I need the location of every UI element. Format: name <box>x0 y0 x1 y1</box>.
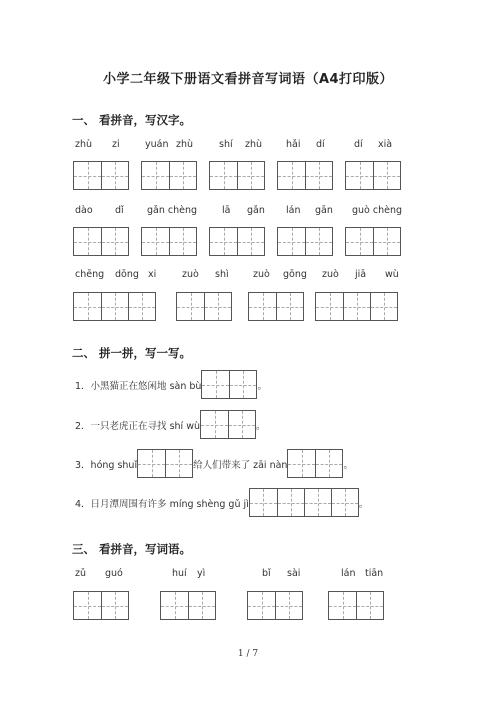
pinyin: lā <box>222 205 231 216</box>
sentence-end: 。 <box>257 380 267 392</box>
pinyin: gōng <box>283 269 307 280</box>
sentence-end: 。 <box>358 498 369 510</box>
pinyin: chēng <box>75 269 105 280</box>
pinyin: gǎn <box>247 205 265 216</box>
sentence-text: 3．hóng shuǐ <box>75 459 138 471</box>
writing-grid[interactable] <box>315 292 398 321</box>
pinyin: zǔ <box>75 568 87 579</box>
sentence-text: 4．日月潭周围有许多 míng shèng gǔ jì <box>75 498 249 510</box>
pinyin: sài <box>287 568 301 579</box>
section-1-heading: 一、 看拼音，写汉字。 <box>72 113 192 127</box>
writing-grid[interactable] <box>345 161 401 190</box>
writing-grid[interactable] <box>328 591 384 620</box>
writing-grid[interactable] <box>249 488 359 517</box>
pinyin: jiā <box>355 269 367 280</box>
sentence-1 <box>75 370 267 399</box>
pinyin: lán <box>341 568 356 579</box>
writing-grid[interactable] <box>141 161 197 190</box>
pinyin: zhù <box>75 139 93 150</box>
pinyin: xi <box>148 269 157 280</box>
pinyin: gān <box>315 205 333 216</box>
pinyin: hǎi <box>286 139 301 150</box>
pinyin: guò chèng <box>352 205 403 216</box>
sentence-text: 2．一只老虎正在寻找 shí wù <box>75 420 200 432</box>
writing-grid[interactable] <box>137 449 193 478</box>
writing-grid[interactable] <box>200 410 256 439</box>
writing-grid[interactable] <box>247 591 303 620</box>
pinyin: xià <box>378 139 393 150</box>
pinyin: zuò <box>322 269 339 280</box>
pinyin: guó <box>105 568 123 579</box>
pinyin: zhù <box>245 139 263 150</box>
section-2-heading: 二、 拼一拼，写一写。 <box>72 346 192 360</box>
sentence-3 <box>75 449 353 478</box>
page-number: 1 / 7 <box>237 649 259 659</box>
sentence-end: 。 <box>343 459 353 471</box>
writing-grid[interactable] <box>176 292 232 321</box>
writing-grid[interactable] <box>248 292 304 321</box>
pinyin: zi <box>112 139 120 150</box>
sentence-text: 1．小黑猫正在悠闲地 sàn bù <box>75 380 202 392</box>
pinyin: yì <box>197 568 206 579</box>
pinyin: huí <box>172 568 187 579</box>
pinyin: dí <box>354 139 363 150</box>
writing-grid[interactable] <box>277 227 333 256</box>
pinyin: lán <box>286 205 301 216</box>
writing-grid[interactable] <box>73 591 129 620</box>
pinyin: shí <box>219 139 233 150</box>
sentence-4 <box>75 488 368 517</box>
pinyin: zuò <box>182 269 199 280</box>
writing-grid[interactable] <box>73 161 129 190</box>
writing-grid[interactable] <box>201 370 257 399</box>
writing-grid[interactable] <box>73 292 156 321</box>
pinyin: yuán <box>145 139 169 150</box>
sentence-end: 。 <box>256 420 266 432</box>
writing-grid[interactable] <box>277 161 333 190</box>
writing-grid[interactable] <box>160 591 216 620</box>
writing-grid[interactable] <box>209 161 265 190</box>
pinyin: dǐ <box>115 205 124 216</box>
sentence-text: 给人们带来了 zāi nàn <box>193 459 288 471</box>
writing-grid[interactable] <box>209 227 265 256</box>
writing-grid[interactable] <box>73 227 129 256</box>
pinyin: shì <box>215 269 229 280</box>
pinyin: gǎn chèng <box>147 205 198 216</box>
section-3-heading: 三、 看拼音，写词语。 <box>72 542 192 556</box>
pinyin: zuò <box>253 269 270 280</box>
pinyin: dí <box>316 139 325 150</box>
pinyin: dào <box>75 205 93 216</box>
pinyin: bǐ <box>262 568 271 579</box>
writing-grid[interactable] <box>345 227 401 256</box>
writing-grid[interactable] <box>287 449 343 478</box>
pinyin: zhù <box>176 139 194 150</box>
pinyin: wù <box>385 269 399 280</box>
writing-grid[interactable] <box>141 227 197 256</box>
document-title: 小学二年级下册语文看拼音写词语（A4打印版） <box>102 72 394 87</box>
sentence-2 <box>75 410 266 439</box>
pinyin: dōng <box>115 269 139 280</box>
pinyin: tiān <box>365 568 384 579</box>
